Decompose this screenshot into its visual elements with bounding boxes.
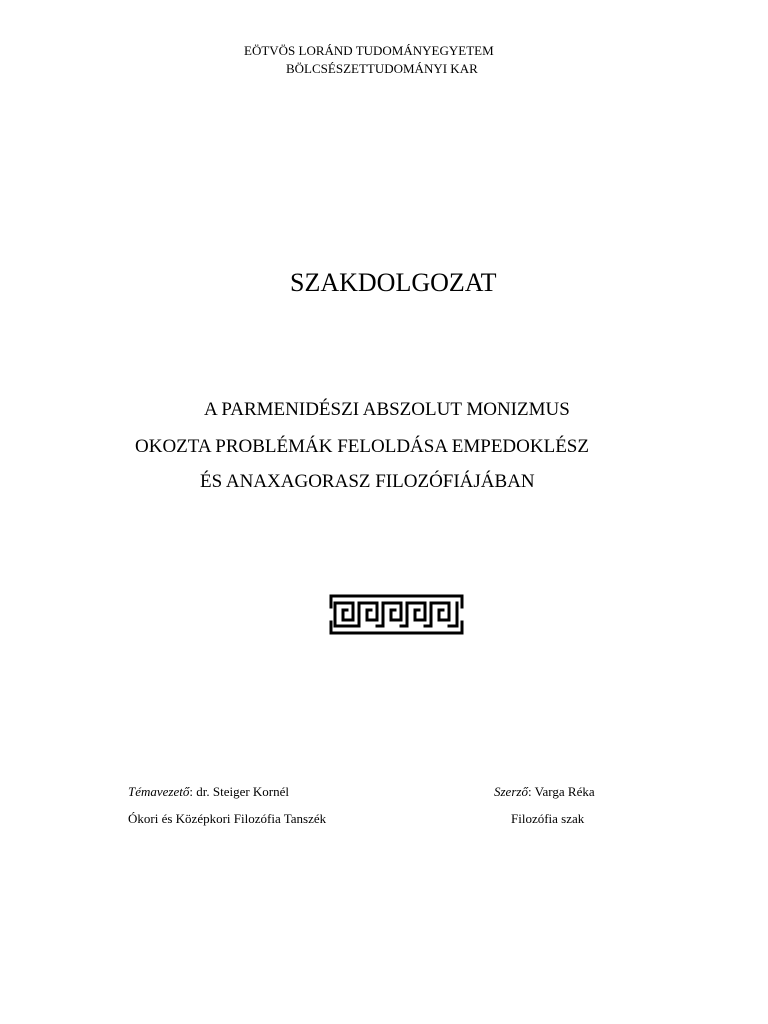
supervisor-label: Témavezető <box>128 784 190 799</box>
supervisor-name: : dr. Steiger Kornél <box>189 784 290 799</box>
supervisor-department: Ókori és Középkori Filozófia Tanszék <box>128 811 327 826</box>
university-name: EÖTVÖS LORÁND TUDOMÁNYEGYETEM <box>244 43 494 58</box>
faculty-name: BÖLCSÉSZETTUDOMÁNYI KAR <box>286 61 478 76</box>
author-label: Szerző <box>494 784 528 799</box>
thesis-title-line-1: A PARMENIDÉSZI ABSZOLUT MONIZMUS <box>204 399 570 420</box>
author-line <box>494 784 595 800</box>
author-major: Filozófia szak <box>511 811 585 826</box>
supervisor-line <box>128 784 289 800</box>
thesis-title-line-2: OKOZTA PROBLÉMÁK FELOLDÁSA EMPEDOKLÉSZ <box>135 436 589 457</box>
author-name: : Varga Réka <box>527 784 595 799</box>
greek-key-meander-icon <box>329 593 464 636</box>
document-type-heading: SZAKDOLGOZAT <box>290 268 497 297</box>
thesis-title-line-3: ÉS ANAXAGORASZ FILOZÓFIÁJÁBAN <box>200 471 535 492</box>
